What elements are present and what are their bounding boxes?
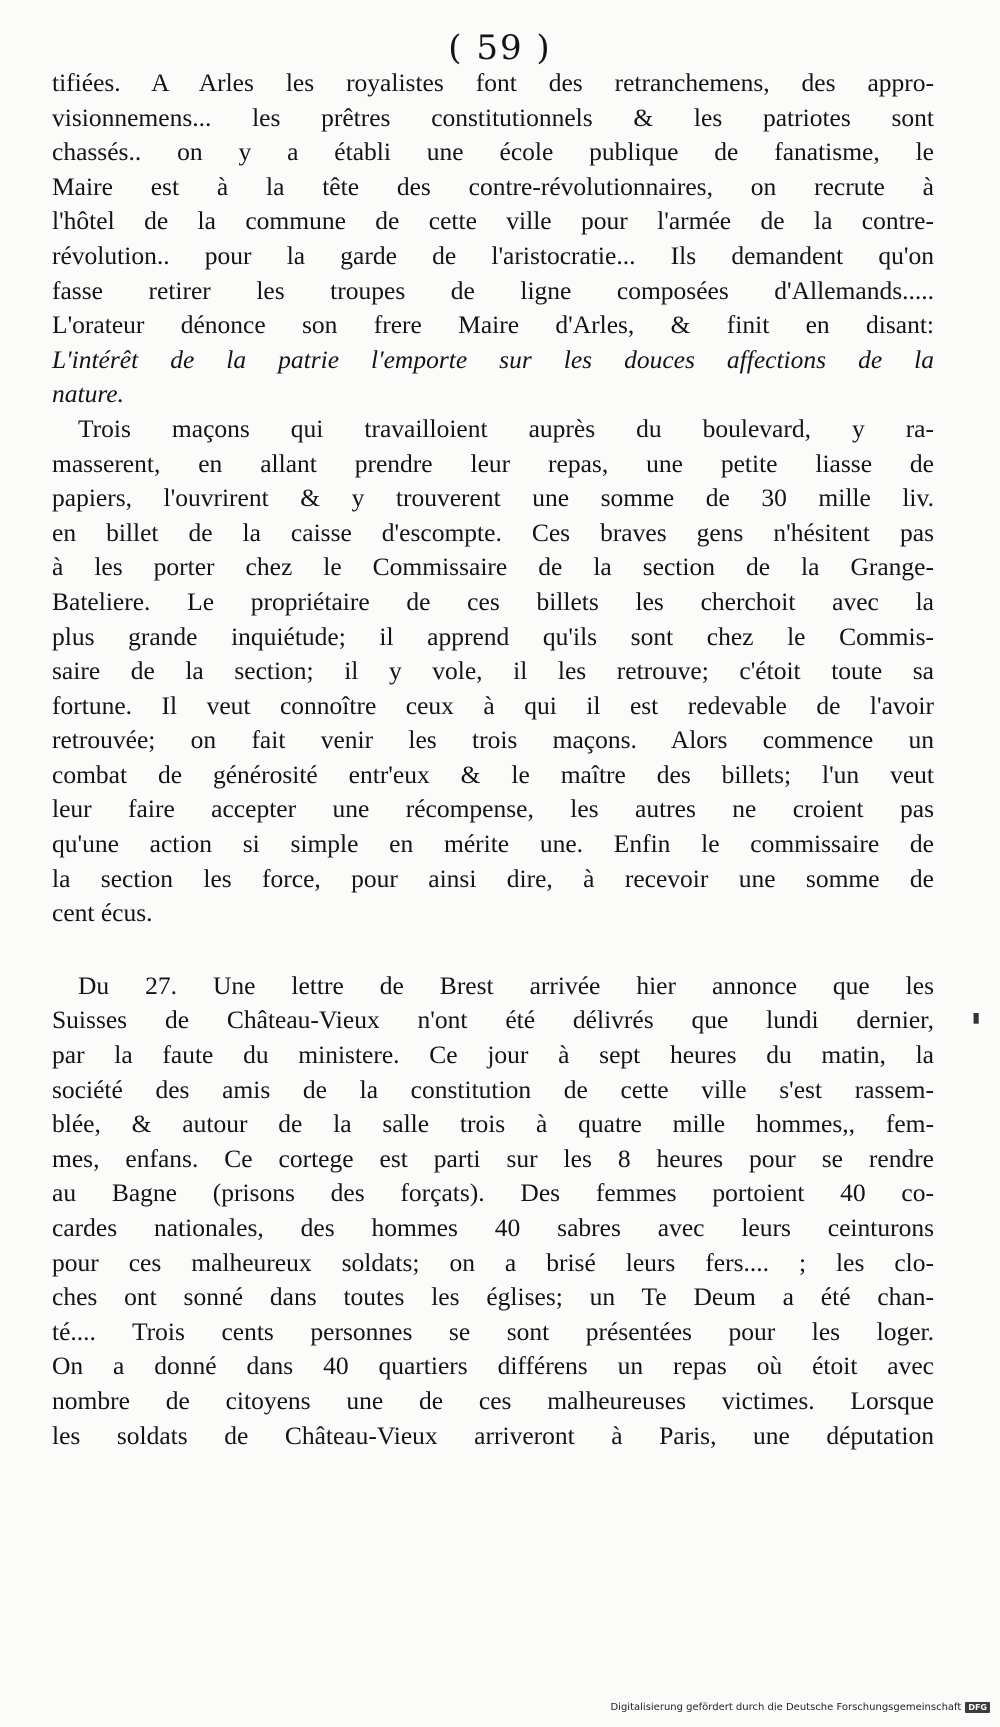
text-line: L'orateur dénonce son frere Maire d'Arles, & finit en disant: [52, 310, 934, 340]
text-line: ches ont sonné dans toutes les églises; un Te Deum a été chan- [52, 1282, 934, 1312]
text-line: plus grande inquiétude; il apprend qu'ils sont chez le Commis- [52, 621, 934, 651]
dfg-logo-icon: DFG [965, 1702, 990, 1713]
text-line: retrouvée; on fait venir les trois maçons. Alors commence un [52, 725, 934, 755]
text-line: masserent, en allant prendre leur repas, une petite liasse de [52, 448, 934, 478]
text-line: l'hôtel de la commune de cette ville pour l'armée de la contre- [52, 206, 934, 236]
text-line: leur faire accepter une récompense, les autres ne croient pas [52, 794, 934, 824]
text-line: pour ces malheureux soldats; on a brisé leurs fers.... ; les clo- [52, 1247, 934, 1277]
text-line: Bateliere. Le propriétaire de ces billets les cherchoit avec la [52, 586, 934, 616]
text-line: Maire est à la tête des contre-révolutionnaires, on recrute à [52, 171, 934, 201]
credit-text: Digitalisierung gefördert durch die Deutsche Forschungsgemeinschaft [610, 1702, 962, 1713]
text-line: té.... Trois cents personnes se sont présentées pour les loger. [52, 1316, 934, 1346]
text-line: Du 27. Une lettre de Brest arrivée hier annonce que les [78, 970, 934, 1000]
digitization-credit [610, 1702, 990, 1713]
text-line: par la faute du ministere. Ce jour à sept heures du matin, la [52, 1040, 934, 1070]
page-number: ( 59 ) [448, 28, 552, 68]
text-line: révolution.. pour la garde de l'aristocratie... Ils demandent qu'on [52, 240, 934, 270]
text-line: nombre de citoyens une de ces malheureuses victimes. Lorsque [52, 1385, 934, 1415]
text-line: visionnemens... les prêtres constitutionnels & les patriotes sont [52, 102, 934, 132]
text-line: qu'une action si simple en mérite une. Enfin le commissaire de [52, 829, 934, 859]
text-line: cardes nationales, des hommes 40 sabres avec leurs ceinturons [52, 1213, 934, 1242]
text-line: société des amis de la constitution de cette ville s'est rassem- [52, 1074, 934, 1104]
text-line: les soldats de Château-Vieux arriveront à Paris, une députation [52, 1420, 934, 1450]
text-line: en billet de la caisse d'escompte. Ces braves gens n'hésitent pas [52, 517, 934, 547]
text-line: combat de générosité entr'eux & le maître des billets; l'un veut [52, 759, 934, 789]
text-line: au Bagne (prisons des forçats). Des femmes portoient 40 co- [52, 1178, 934, 1208]
text-line: chassés.. on y a établi une école publique de fanatisme, le [52, 137, 934, 167]
text-line: cent écus. [52, 898, 153, 928]
text-line: Suisses de Château-Vieux n'ont été délivrés que lundi dernier, [52, 1005, 934, 1035]
text-line-italic: nature. [52, 379, 125, 409]
text-line: mes, enfans. Ce cortege est parti sur les 8 heures pour se rendre [52, 1143, 934, 1173]
text-line-italic: L'intérêt de la patrie l'emporte sur les douces affections de la [52, 344, 934, 374]
text-line: la section les force, pour ainsi dire, à recevoir une somme de [52, 863, 934, 893]
text-line: fasse retirer les troupes de ligne composées d'Allemands..... [52, 275, 934, 305]
text-line: On a donné dans 40 quartiers différens un repas où étoit avec [52, 1351, 934, 1381]
text-line: fortune. Il veut connoître ceux à qui il est redevable de l'avoir [52, 690, 934, 720]
text-line: saire de la section; il y vole, il les retrouve; c'étoit toute sa [52, 656, 934, 686]
text-line: blée, & autour de la salle trois à quatre mille hommes,, fem- [52, 1109, 934, 1139]
text-line: Trois maçons qui travailloient auprès du boulevard, y ra- [78, 413, 934, 443]
text-line: papiers, l'ouvrirent & y trouverent une somme de 30 mille liv. [52, 483, 934, 513]
text-line: à les porter chez le Commissaire de la section de la Grange- [52, 552, 934, 582]
text-line: tifiées. A Arles les royalistes font des retranchemens, des appro- [52, 68, 934, 97]
body-text [52, 66, 934, 1453]
margin-mark: ▮ [972, 1010, 980, 1026]
